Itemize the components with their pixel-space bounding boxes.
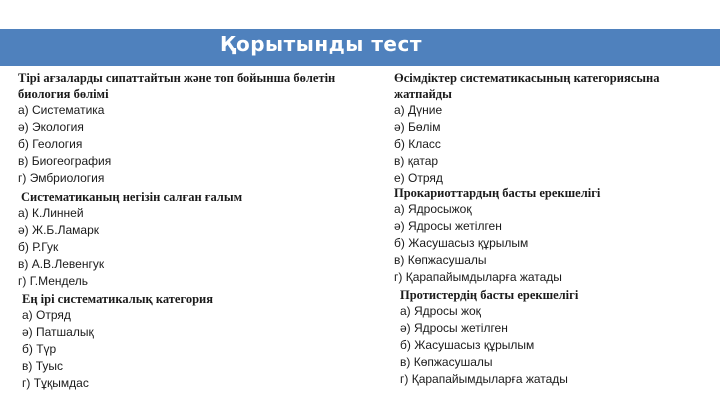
answer-option: б) Жасушасыз құрылым: [394, 236, 529, 250]
question-heading: Ең ірі систематикалық категория: [22, 292, 214, 306]
answer-option: б) Геология: [18, 137, 83, 151]
question-heading: Прокариоттардың басты ерекшелігі: [394, 186, 601, 200]
slide-title: Қорытынды тест: [220, 32, 422, 56]
answer-option: в) Көпжасушалы: [394, 253, 487, 267]
answer-option: б) Класс: [394, 137, 441, 151]
question-heading: Протистердің басты ерекшелігі: [400, 288, 579, 302]
right-column: [394, 70, 714, 388]
left-column: [18, 70, 363, 392]
question-heading: Тірі ағзаларды сипаттайтын және топ бойынша бөлетін биология бөлімі: [18, 71, 336, 101]
answer-option: б) Түр: [22, 342, 57, 356]
answer-option: г) Тұқымдас: [22, 376, 89, 390]
answer-option: г) Эмбриология: [18, 171, 105, 185]
answer-option: б) Р.Гук: [18, 240, 59, 254]
answer-option: ә) Ядросы жетілген: [394, 219, 502, 233]
answer-option: в) Биогеография: [18, 154, 112, 168]
answer-option: б) Жасушасыз құрылым: [400, 338, 535, 352]
answer-option: а) Отряд: [22, 308, 71, 322]
answer-option: а) Дүние: [394, 103, 443, 117]
answer-option: г) Қарапайымдыларға жатады: [400, 372, 568, 386]
question-block: [394, 185, 714, 286]
question-block: [394, 287, 714, 388]
question-heading: Систематиканың негізін салған ғалым: [21, 190, 243, 204]
question-block: [18, 189, 363, 290]
answer-option: ә) Бөлім: [394, 120, 441, 134]
answer-option: в) Туыс: [22, 359, 63, 373]
answer-option: г) Қарапайымдыларға жатады: [394, 270, 562, 284]
question-block: [394, 70, 714, 187]
question-block: [18, 70, 363, 187]
question-block: [18, 291, 363, 392]
answer-option: е) Отряд: [394, 171, 443, 185]
answer-option: ә) Ядросы жетілген: [400, 321, 508, 335]
question-heading: Өсімдіктер систематикасының категориясына жатпайды: [394, 71, 660, 101]
answer-option: а) Ядросы жоқ: [400, 304, 481, 318]
answer-option: ә) Экология: [18, 120, 84, 134]
answer-option: в) Көпжасушалы: [400, 355, 493, 369]
answer-option: а) Систематика: [18, 103, 105, 117]
answer-option: г) Г.Мендель: [18, 274, 89, 288]
answer-option: ә) Патшалық: [22, 325, 94, 339]
title-bar: [0, 29, 720, 66]
answer-option: ә) Ж.Б.Ламарк: [18, 223, 100, 237]
answer-option: в) қатар: [394, 154, 439, 168]
answer-option: а) К.Линней: [18, 206, 84, 220]
answer-option: а) Ядросыжоқ: [394, 202, 472, 216]
answer-option: в) А.В.Левенгук: [18, 257, 105, 271]
